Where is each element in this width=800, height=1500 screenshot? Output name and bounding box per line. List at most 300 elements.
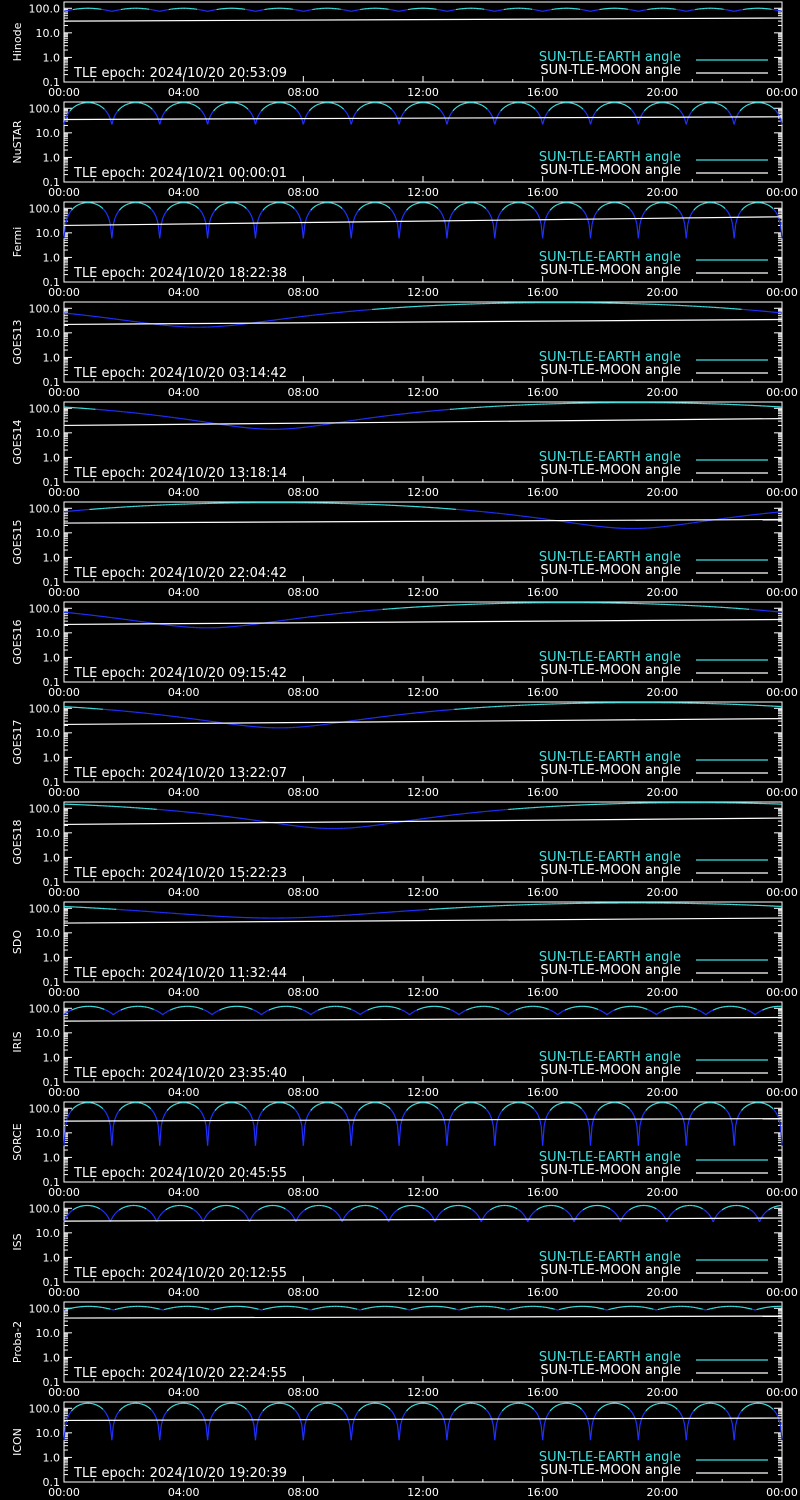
earth-angle-segment (407, 108, 408, 109)
earth-angle-segment (487, 210, 488, 212)
earth-angle-segment (695, 207, 696, 208)
x-tick-label: 04:00 (167, 286, 200, 299)
earth-angle-segment (339, 106, 340, 107)
earth-angle-segment (628, 207, 629, 208)
earth-angle-segment (354, 215, 355, 219)
earth-angle-segment (499, 212, 500, 215)
earth-angle-segment (697, 206, 698, 207)
earth-angle-segment (345, 212, 346, 215)
earth-angle-segment (583, 210, 584, 212)
earth-angle-segment (586, 113, 587, 116)
earth-angle-segment (395, 215, 396, 219)
earth-angle-segment (241, 205, 242, 206)
earth-angle-segment (76, 205, 77, 206)
earth-angle-segment (505, 206, 506, 207)
earth-angle-segment (157, 219, 158, 225)
earth-angle-segment (430, 204, 431, 205)
earth-angle-segment (490, 113, 491, 116)
earth-angle-segment (98, 205, 99, 206)
earth-angle-segment (773, 209, 774, 211)
earth-angle-segment (311, 209, 312, 211)
x-tick-label: 00:00 (48, 686, 80, 699)
earth-angle-segment (97, 205, 98, 206)
x-tick-label: 00:00 (766, 286, 798, 299)
earth-angle-segment (622, 204, 623, 205)
earth-angle-segment (220, 205, 221, 206)
earth-angle-segment (532, 207, 533, 208)
chart-panel-goes18 (0, 800, 800, 900)
earth-angle-segment (582, 108, 583, 109)
earth-angle-segment (631, 109, 632, 111)
earth-angle-segment (345, 111, 346, 113)
moon-angle-line (64, 217, 782, 226)
earth-angle-segment (347, 215, 348, 219)
earth-angle-segment (718, 204, 719, 205)
earth-angle-segment (208, 119, 209, 124)
earth-angle-segment (407, 209, 408, 211)
earth-angle-segment (336, 104, 337, 105)
earth-angle-segment (387, 106, 388, 107)
earth-angle-segment (508, 104, 509, 105)
earth-angle-segment (676, 207, 677, 208)
earth-angle-segment (652, 104, 653, 105)
earth-angle-segment (392, 109, 393, 111)
earth-angle-segment (146, 205, 147, 206)
earth-angle-segment (638, 119, 639, 124)
earth-angle-segment (202, 212, 203, 215)
x-tick-label: 08:00 (287, 86, 320, 99)
earth-angle-segment (725, 108, 726, 109)
earth-angle-segment (441, 212, 442, 215)
earth-angle-segment (357, 210, 358, 212)
earth-angle-segment (68, 111, 69, 113)
earth-angle-segment (623, 104, 624, 105)
earth-angle-segment (674, 106, 675, 107)
earth-angle-segment (264, 207, 265, 208)
earth-angle-segment (692, 109, 693, 111)
earth-angle-segment (739, 212, 740, 215)
earth-angle-segment (653, 204, 654, 205)
y-tick-label: 100.0 (28, 102, 60, 116)
earth-angle-segment (145, 205, 146, 206)
earth-angle-segment (73, 107, 74, 108)
earth-angle-segment (399, 224, 400, 238)
earth-angle-segment (258, 215, 259, 219)
x-tick-label: 12:00 (407, 586, 439, 599)
earth-angle-segment (594, 215, 595, 219)
earth-angle-segment (389, 107, 390, 108)
earth-angle-segment (290, 205, 291, 206)
y-tick-label: 10.0 (35, 326, 60, 340)
earth-angle-segment (483, 206, 484, 207)
earth-angle-segment (161, 219, 162, 225)
x-tick-label: 00:00 (766, 886, 798, 899)
earth-angle-segment (221, 104, 222, 105)
earth-angle-segment (586, 215, 587, 219)
earth-angle-segment (435, 106, 436, 107)
earth-angle-segment (597, 210, 598, 212)
earth-angle-segment (453, 210, 454, 212)
earth-angle-segment (221, 205, 222, 206)
earth-angle-segment (163, 215, 164, 219)
x-tick-label: 04:00 (167, 86, 200, 99)
earth-angle-segment (293, 207, 294, 208)
earth-angle-segment (255, 224, 256, 238)
earth-angle-segment (124, 205, 125, 206)
earth-angle-segment (638, 224, 639, 238)
earth-angle-segment (387, 206, 388, 207)
earth-angle-segment (384, 205, 385, 206)
earth-angle-segment (442, 215, 443, 219)
earth-angle-segment (451, 212, 452, 215)
earth-angle-segment (365, 205, 366, 206)
earth-angle-segment (722, 106, 723, 107)
earth-angle-segment (600, 207, 601, 208)
earth-angle-segment (628, 107, 629, 108)
earth-angle-segment (199, 108, 200, 109)
earth-angle-segment (694, 108, 695, 109)
x-tick-label: 20:00 (646, 86, 679, 99)
satellite-name-label: GOES14 (11, 419, 24, 465)
earth-angle-segment (70, 109, 71, 111)
legend-moon-label: SUN-TLE-MOON angle (540, 663, 681, 678)
x-tick-label: 00:00 (766, 486, 798, 499)
earth-angle-segment (736, 219, 737, 225)
y-tick-label: 10.0 (35, 26, 60, 40)
earth-angle-segment (481, 105, 482, 106)
y-tick-label: 0.1 (42, 676, 60, 689)
earth-angle-segment (223, 204, 224, 205)
earth-angle-segment (98, 105, 99, 106)
earth-angle-segment (647, 207, 648, 208)
earth-angle-segment (191, 204, 192, 205)
earth-angle-segment (154, 111, 155, 113)
earth-angle-segment (106, 212, 107, 215)
earth-angle-segment (776, 111, 777, 113)
y-tick-label: 0.1 (42, 176, 60, 189)
earth-angle-segment (154, 212, 155, 215)
earth-angle-segment (290, 105, 291, 106)
earth-angle-segment (73, 207, 74, 208)
earth-angle-segment (577, 105, 578, 106)
earth-angle-segment (535, 210, 536, 212)
y-tick-label: 100.0 (28, 802, 60, 816)
legend-earth-label: SUN-TLE-EARTH angle (538, 250, 681, 265)
earth-angle-segment (456, 207, 457, 208)
earth-angle-segment (296, 210, 297, 212)
x-tick-label: 04:00 (167, 486, 200, 499)
earth-angle-segment (255, 119, 256, 124)
earth-angle-segment (113, 219, 114, 225)
x-tick-label: 00:00 (48, 186, 80, 199)
earth-angle-segment (169, 207, 170, 208)
earth-angle-segment (389, 207, 390, 208)
earth-angle-segment (116, 111, 117, 113)
earth-angle-segment (405, 109, 406, 111)
earth-angle-segment (197, 207, 198, 208)
x-tick-label: 08:00 (287, 186, 320, 199)
x-tick-label: 12:00 (407, 286, 439, 299)
earth-angle-segment (312, 207, 313, 208)
earth-angle-segment (248, 109, 249, 111)
earth-angle-segment (433, 105, 434, 106)
earth-angle-segment (718, 104, 719, 105)
earth-angle-segment (109, 115, 110, 119)
earth-angle-segment (604, 205, 605, 206)
earth-angle-segment (454, 209, 455, 211)
earth-angle-segment (605, 204, 606, 205)
earth-angle-segment (535, 109, 536, 111)
earth-angle-segment (448, 219, 449, 225)
earth-angle-segment (574, 204, 575, 205)
earth-angle-segment (100, 206, 101, 207)
earth-angle-segment (775, 109, 776, 111)
earth-angle-segment (631, 210, 632, 212)
earth-angle-segment (172, 105, 173, 106)
earth-angle-segment (217, 207, 218, 208)
y-tick-label: 100.0 (28, 602, 60, 616)
tle-epoch-label: TLE epoch: 2024/10/20 22:04:42 (74, 566, 288, 581)
earth-angle-segment (170, 206, 171, 207)
earth-angle-segment (700, 104, 701, 105)
earth-angle-segment (603, 105, 604, 106)
earth-angle-segment (161, 115, 162, 119)
earth-angle-segment (490, 215, 491, 219)
legend-moon-label: SUN-TLE-MOON angle (540, 563, 681, 578)
earth-angle-segment (151, 108, 152, 109)
x-tick-label: 16:00 (526, 486, 559, 499)
earth-angle-segment (486, 209, 487, 211)
x-tick-label: 16:00 (526, 386, 559, 399)
earth-angle-segment (495, 224, 496, 238)
y-tick-label: 100.0 (28, 502, 60, 516)
earth-angle-segment (683, 219, 684, 225)
chart-panel-fermi (0, 200, 800, 300)
earth-angle-segment (308, 111, 309, 113)
earth-angle-segment (721, 105, 722, 106)
earth-angle-segment (149, 207, 150, 208)
earth-angle-segment (359, 209, 360, 211)
earth-angle-segment (454, 108, 455, 109)
earth-angle-segment (632, 111, 633, 113)
x-tick-label: 20:00 (646, 386, 679, 399)
earth-angle-segment (728, 212, 729, 215)
earth-angle-segment (303, 119, 304, 124)
earth-angle-segment (311, 108, 312, 109)
x-tick-label: 08:00 (287, 486, 320, 499)
earth-angle-segment (300, 219, 301, 225)
earth-angle-segment (296, 109, 297, 111)
earth-angle-segment (315, 205, 316, 206)
earth-angle-segment (314, 106, 315, 107)
earth-angle-segment (598, 108, 599, 109)
earth-angle-segment (309, 210, 310, 212)
earth-angle-segment (632, 212, 633, 215)
moon-angle-line (64, 18, 782, 21)
earth-angle-segment (317, 205, 318, 206)
earth-angle-segment (766, 104, 767, 105)
earth-angle-segment (601, 206, 602, 207)
earth-angle-segment (157, 115, 158, 119)
earth-angle-segment (103, 108, 104, 109)
earth-angle-segment (200, 109, 201, 111)
earth-angle-segment (393, 212, 394, 215)
earth-angle-segment (537, 212, 538, 215)
earth-angle-segment (97, 104, 98, 105)
y-tick-label: 1.0 (42, 151, 60, 165)
earth-angle-segment (155, 113, 156, 116)
earth-angle-segment (315, 105, 316, 106)
earth-angle-segment (730, 215, 731, 219)
legend-earth-label: SUN-TLE-EARTH angle (538, 350, 681, 365)
earth-angle-segment (305, 219, 306, 225)
earth-angle-segment (341, 207, 342, 208)
earth-angle-segment (556, 104, 557, 105)
legend-earth-label: SUN-TLE-EARTH angle (538, 750, 681, 765)
earth-angle-segment (625, 105, 626, 106)
earth-angle-segment (317, 104, 318, 105)
earth-angle-segment (410, 206, 411, 207)
earth-angle-segment (629, 108, 630, 109)
y-tick-label: 1.0 (42, 751, 60, 765)
legend-moon-label: SUN-TLE-MOON angle (540, 63, 681, 78)
earth-angle-segment (414, 204, 415, 205)
earth-angle-segment (432, 205, 433, 206)
earth-angle-segment (772, 107, 773, 108)
tle-epoch-label: TLE epoch: 2024/10/20 20:53:09 (74, 66, 288, 81)
earth-angle-segment (721, 205, 722, 206)
chart-panel-goes13 (0, 300, 800, 400)
earth-angle-segment (266, 206, 267, 207)
earth-angle-segment (487, 109, 488, 111)
earth-angle-segment (749, 204, 750, 205)
earth-angle-segment (251, 215, 252, 219)
legend-earth-label: SUN-TLE-EARTH angle (538, 50, 681, 65)
earth-angle-segment (689, 113, 690, 116)
earth-angle-segment (625, 205, 626, 206)
earth-angle-segment (116, 212, 117, 215)
earth-angle-segment (719, 104, 720, 105)
earth-angle-segment (107, 215, 108, 219)
earth-angle-segment (347, 113, 348, 116)
earth-angle-segment (249, 212, 250, 215)
earth-angle-segment (459, 105, 460, 106)
earth-angle-segment (215, 209, 216, 211)
x-tick-label: 00:00 (48, 286, 80, 299)
earth-angle-segment (175, 104, 176, 105)
earth-angle-segment (531, 206, 532, 207)
x-tick-label: 08:00 (287, 286, 320, 299)
earth-angle-segment (366, 204, 367, 205)
earth-angle-segment (591, 119, 592, 124)
earth-angle-segment (214, 210, 215, 212)
earth-angle-segment (734, 119, 735, 124)
satellite-name-label: NuSTAR (11, 120, 24, 164)
x-tick-label: 00:00 (766, 786, 798, 799)
earth-angle-segment (528, 205, 529, 206)
earth-angle-segment (595, 111, 596, 113)
earth-angle-segment (677, 108, 678, 109)
y-tick-label: 1.0 (42, 551, 60, 565)
earth-angle-segment (740, 109, 741, 111)
earth-angle-segment (767, 104, 768, 105)
earth-angle-segment (399, 119, 400, 124)
earth-angle-segment (737, 113, 738, 116)
earth-angle-segment (550, 209, 551, 211)
earth-angle-segment (79, 104, 80, 105)
y-tick-label: 0.1 (42, 876, 60, 889)
earth-angle-segment (270, 204, 271, 205)
legend-earth-label: SUN-TLE-EARTH angle (538, 550, 681, 565)
legend-moon-label: SUN-TLE-MOON angle (540, 763, 681, 778)
earth-angle-segment (164, 111, 165, 113)
earth-angle-segment (529, 205, 530, 206)
earth-angle-segment (680, 111, 681, 113)
earth-angle-segment (745, 106, 746, 107)
x-tick-label: 12:00 (407, 186, 439, 199)
earth-angle-segment (291, 106, 292, 107)
chart-panel-goes17 (0, 700, 800, 800)
earth-angle-segment (460, 205, 461, 206)
earth-angle-segment (191, 104, 192, 105)
earth-angle-segment (558, 204, 559, 205)
earth-angle-segment (547, 111, 548, 113)
earth-angle-segment (249, 111, 250, 113)
earth-angle-segment (103, 209, 104, 211)
legend-moon-label: SUN-TLE-MOON angle (540, 463, 681, 478)
x-tick-label: 20:00 (646, 586, 679, 599)
earth-angle-segment (742, 108, 743, 109)
earth-angle-segment (194, 105, 195, 106)
y-tick-label: 0.1 (42, 76, 60, 89)
earth-angle-segment (212, 111, 213, 113)
earth-angle-segment (143, 204, 144, 205)
y-tick-label: 10.0 (35, 526, 60, 540)
x-tick-label: 16:00 (526, 786, 559, 799)
earth-angle-segment (439, 210, 440, 212)
earth-angle-segment (309, 109, 310, 111)
earth-angle-segment (413, 104, 414, 105)
earth-angle-segment (263, 108, 264, 109)
earth-angle-segment (441, 111, 442, 113)
earth-angle-segment (498, 113, 499, 116)
earth-angle-segment (634, 113, 635, 116)
x-tick-label: 20:00 (646, 786, 679, 799)
earth-angle-segment (640, 219, 641, 225)
earth-angle-segment (160, 224, 161, 238)
earth-angle-segment (362, 106, 363, 107)
earth-angle-segment (77, 104, 78, 105)
x-tick-label: 20:00 (646, 486, 679, 499)
earth-angle-segment (402, 215, 403, 219)
y-tick-label: 10.0 (35, 126, 60, 140)
earth-angle-segment (695, 107, 696, 108)
earth-angle-segment (175, 204, 176, 205)
earth-angle-segment (480, 205, 481, 206)
earth-angle-segment (294, 108, 295, 109)
earth-angle-segment (122, 106, 123, 107)
earth-angle-segment (480, 104, 481, 105)
x-tick-label: 16:00 (526, 886, 559, 899)
earth-angle-segment (299, 215, 300, 219)
earth-angle-segment (585, 212, 586, 215)
earth-angle-segment (386, 105, 387, 106)
moon-angle-line (64, 519, 782, 523)
earth-angle-segment (679, 109, 680, 111)
earth-angle-segment (769, 205, 770, 206)
x-tick-label: 12:00 (407, 886, 439, 899)
y-tick-label: 100.0 (28, 202, 60, 216)
